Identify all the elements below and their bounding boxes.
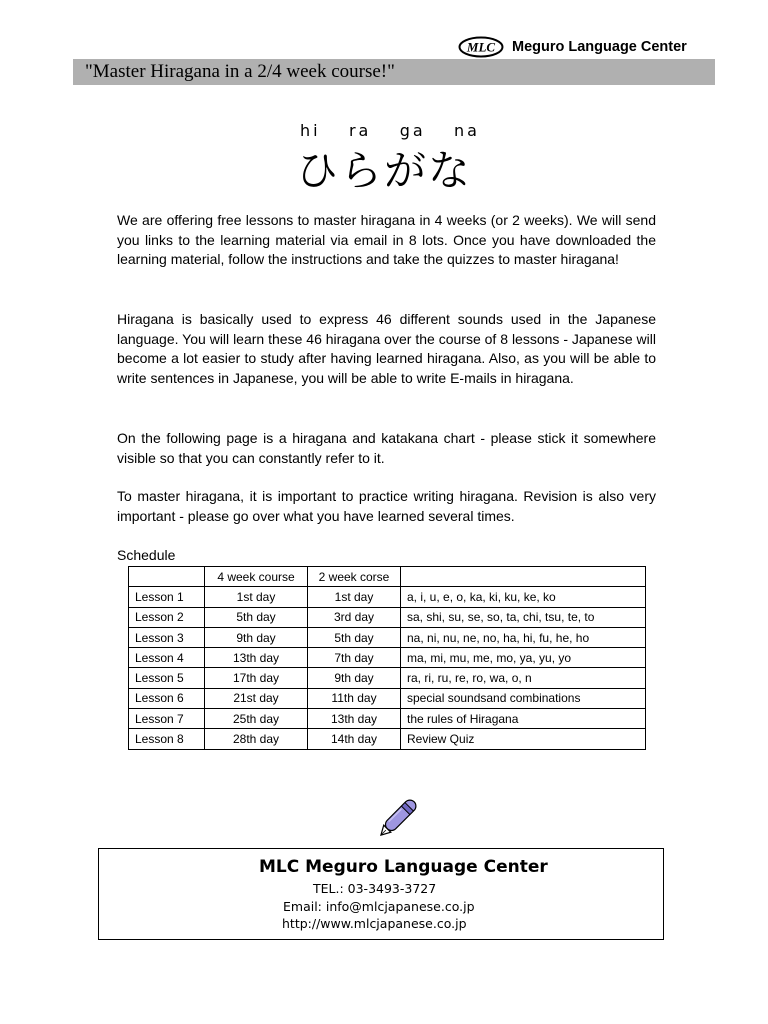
content-cell: ra, ri, ru, re, ro, wa, o, n [401, 668, 646, 688]
content-cell: Review Quiz [401, 729, 646, 749]
table-row [129, 648, 646, 668]
table-row [129, 688, 646, 708]
four-week-cell: 9th day [205, 627, 308, 647]
lesson-cell: Lesson 1 [129, 587, 205, 607]
content-cell: sa, shi, su, se, so, ta, chi, tsu, te, to [401, 607, 646, 627]
content-cell: na, ni, nu, ne, no, ha, hi, fu, he, ho [401, 627, 646, 647]
lesson-cell: Lesson 4 [129, 648, 205, 668]
content-cell: the rules of Hiragana [401, 709, 646, 729]
title-bar [73, 59, 715, 85]
org-name: Meguro Language Center [512, 39, 687, 55]
table-row [129, 587, 646, 607]
org-header [458, 36, 687, 58]
four-week-cell: 28th day [205, 729, 308, 749]
contact-email: Email: info@mlcjapanese.co.jp [283, 899, 475, 914]
header-cell: 2 week corse [308, 567, 401, 587]
contact-box [98, 848, 664, 940]
lesson-cell: Lesson 3 [129, 627, 205, 647]
chart-paragraph: On the following page is a hiragana and katakana chart - please stick it somewhere visible so that you can constantly refer to it. [117, 430, 656, 466]
contact-phone: TEL.: 03-3493-3727 [313, 881, 437, 896]
two-week-cell: 11th day [308, 688, 401, 708]
table-row [129, 729, 646, 749]
lesson-cell: Lesson 7 [129, 709, 205, 729]
contact-org-name: MLC Meguro Language Center [259, 857, 548, 877]
fountain-pen-icon [368, 786, 432, 846]
schedule-label: Schedule [117, 547, 176, 563]
table-row [129, 627, 646, 647]
lesson-cell: Lesson 6 [129, 688, 205, 708]
lesson-cell: Lesson 8 [129, 729, 205, 749]
four-week-cell: 25th day [205, 709, 308, 729]
two-week-cell: 14th day [308, 729, 401, 749]
table-row [129, 709, 646, 729]
header-cell [129, 567, 205, 587]
contact-website: http://www.mlcjapanese.co.jp [282, 916, 467, 931]
mlc-logo-icon [458, 36, 504, 58]
about-paragraph: Hiragana is basically used to express 46 different sounds used in the Japanese language. You will learn these 46 hiragana over the course of 8 lessons - Japanese will become a lot easier to study after having learned hiragana. Also, as you will be able to write sentences in Japanese, you will be able to write E-mails in hiragana. [117, 311, 656, 386]
lesson-cell: Lesson 5 [129, 668, 205, 688]
romaji-syllable: ra [348, 121, 372, 140]
content-cell: ma, mi, mu, me, mo, ya, yu, yo [401, 648, 646, 668]
hiragana-heading: ひらがな [296, 146, 473, 195]
table-row [129, 668, 646, 688]
two-week-cell: 5th day [308, 627, 401, 647]
two-week-cell: 9th day [308, 668, 401, 688]
table-header-row [129, 567, 646, 587]
two-week-cell: 3rd day [308, 607, 401, 627]
schedule-table [128, 566, 646, 750]
content-cell: special soundsand combinations [401, 688, 646, 708]
intro-paragraph: We are offering free lessons to master hiragana in 4 weeks (or 2 weeks). We will send you links to the learning material via email in 8 lots. Once you have downloaded the learning material, follow the instructions and take the quizzes to master hiragana! [117, 212, 656, 267]
four-week-cell: 17th day [205, 668, 308, 688]
page-title: "Master Hiragana in a 2/4 week course!" [85, 61, 395, 82]
four-week-cell: 21st day [205, 688, 308, 708]
header-cell: 4 week course [205, 567, 308, 587]
romaji-syllable: na [454, 121, 480, 140]
practice-paragraph: To master hiragana, it is important to practice writing hiragana. Revision is also very important - please go over what you have learned several times. [117, 488, 656, 524]
four-week-cell: 5th day [205, 607, 308, 627]
two-week-cell: 13th day [308, 709, 401, 729]
header-cell [401, 567, 646, 587]
four-week-cell: 13th day [205, 648, 308, 668]
romaji-syllable: ga [399, 121, 426, 140]
lesson-cell: Lesson 2 [129, 607, 205, 627]
four-week-cell: 1st day [205, 587, 308, 607]
table-row [129, 607, 646, 627]
two-week-cell: 1st day [308, 587, 401, 607]
content-cell: a, i, u, e, o, ka, ki, ku, ke, ko [401, 587, 646, 607]
romaji-syllable: hi [300, 121, 321, 140]
romaji-line [300, 121, 480, 140]
two-week-cell: 7th day [308, 648, 401, 668]
logo-text: MLC [466, 39, 496, 55]
